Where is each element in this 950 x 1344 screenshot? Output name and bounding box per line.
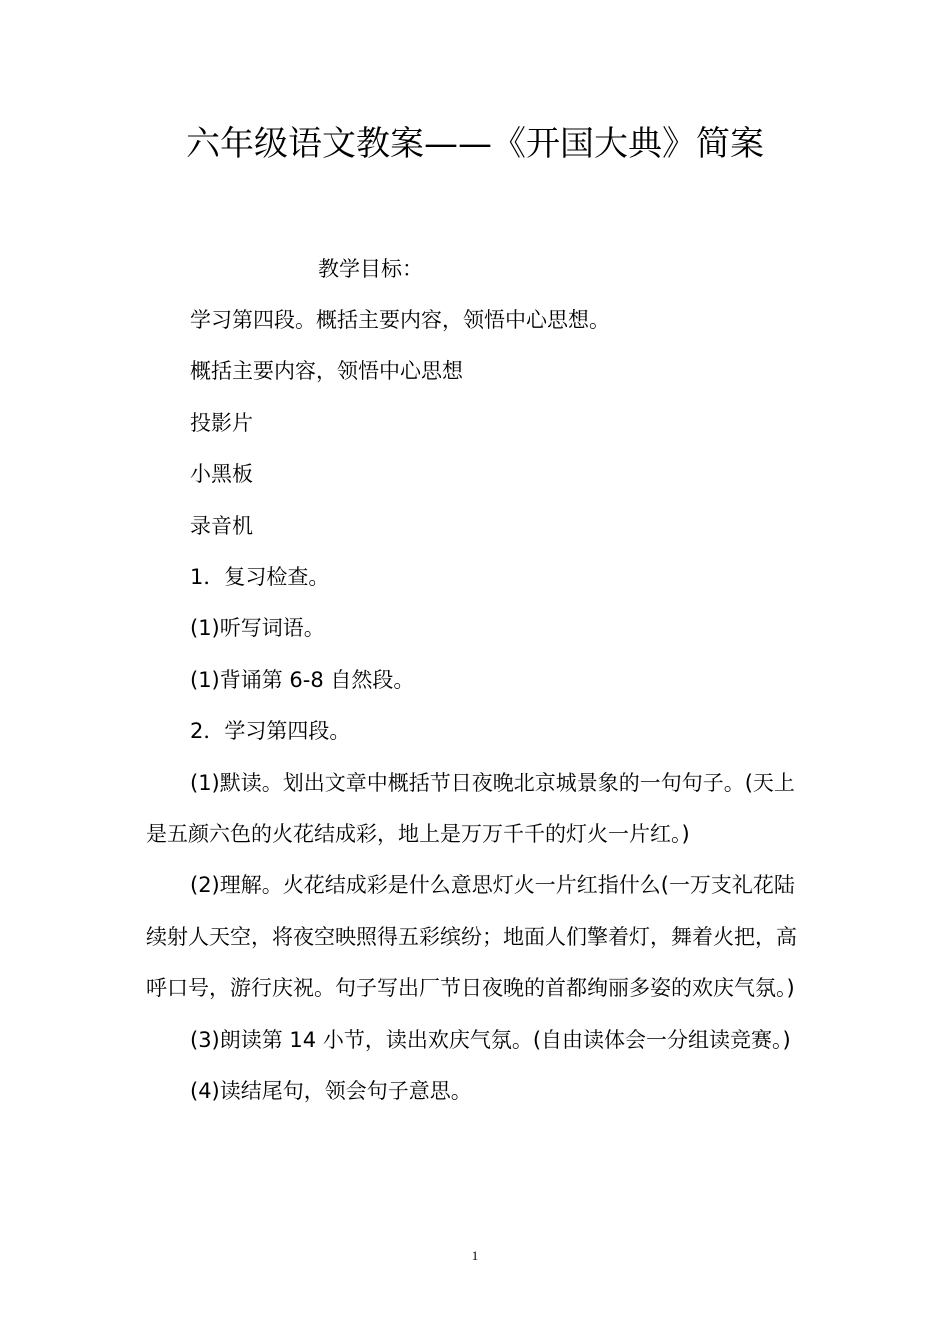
paragraph: 学习第四段。概括主要内容，领悟中心思想。 — [190, 308, 610, 332]
document-title: 六年级语文教案——《开国大典》简案 — [186, 124, 764, 164]
document-body — [146, 244, 810, 1118]
paragraph: (1)背诵第 6-8 自然段。 — [190, 667, 415, 692]
paragraph: (1)默读。划出文章中概括节日夜晚北京城景象的一句句子。(天上是五颜六色的火花结成彩，地上是万万千千的灯火一片红。) — [146, 770, 795, 847]
paragraph: (1)听写词语。 — [190, 616, 325, 641]
paragraph: 2．学习第四段。 — [190, 719, 351, 744]
paragraph: 小黑板 — [190, 462, 253, 487]
paragraph: 投影片 — [190, 410, 253, 435]
paragraph: 1．复习检查。 — [190, 565, 330, 590]
paragraph: 录音机 — [190, 513, 253, 538]
paragraph: (2)理解。火花结成彩是什么意思灯火一片红指什么(一万支礼花陆续射人天空，将夜空映照得五彩缤纷；地面人们擎着灯，舞着火把，高呼口号，游行庆祝。句子写出厂节日夜晚的首都绚丽多姿的欢庆气氛。) — [146, 873, 797, 1001]
paragraph: 概括主要内容，领悟中心思想 — [190, 359, 463, 384]
teaching-goals-heading: 教学目标： — [318, 257, 423, 281]
paragraph: (4)读结尾句，领会句子意思。 — [190, 1079, 472, 1104]
page-number: 1 — [471, 1248, 479, 1263]
paragraph: (3)朗读第 14 小节，读出欢庆气氛。(自由读体会一分组读竞赛。) — [190, 1027, 791, 1052]
